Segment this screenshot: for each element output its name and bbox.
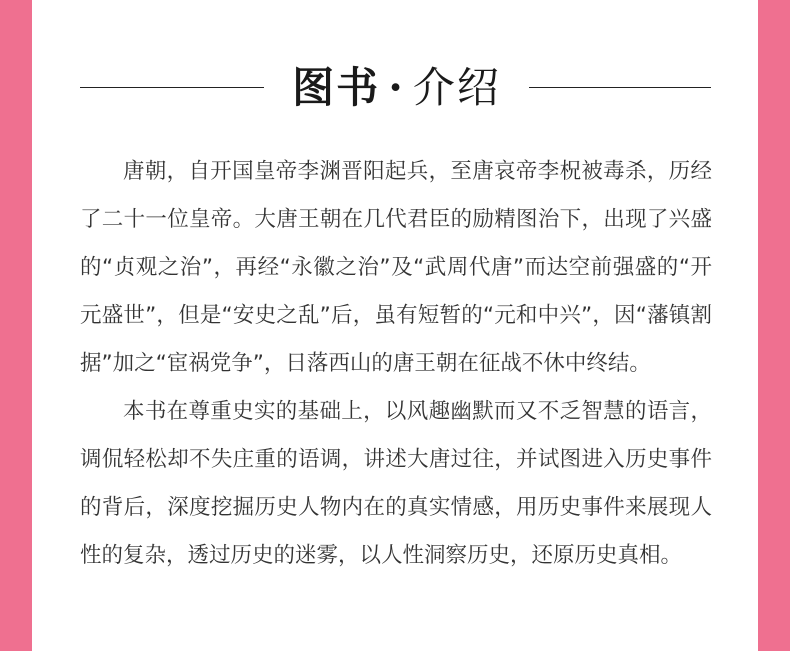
content-card (32, 0, 758, 651)
intro-paragraph-2: 本书在尊重史实的基础上，以风趣幽默而又不乏智慧的语言，调侃轻松却不失庄重的语调，讲述大唐过往，并试图进入历史事件的背后，深度挖掘历史人物内在的真实情感，用历史事件来展现人性的复杂，透过历史的迷雾，以人性洞察历史，还原历史真相。 (80, 399, 712, 568)
title-sub: 介绍 (412, 63, 501, 112)
heading-rule-left (80, 87, 264, 88)
heading-rule-right (529, 87, 711, 88)
section-title (264, 58, 529, 118)
title-dot: · (388, 63, 405, 112)
title-main: 图书 (292, 63, 381, 112)
intro-body (80, 148, 712, 580)
intro-paragraph-1: 唐朝，自开国皇帝李渊晋阳起兵，至唐哀帝李柷被毒杀，历经了二十一位皇帝。大唐王朝在几代君臣的励精图治下，出现了兴盛的“贞观之治”，再经“永徽之治”及“武周代唐”而达空前强盛的“开元盛世”，但是“安史之乱”后，虽有短暂的“元和中兴”，因“藩镇割据”加之“宦祸党争”，日落西山的唐王朝在征战不休中终结。 (80, 159, 712, 376)
section-heading (32, 58, 758, 118)
